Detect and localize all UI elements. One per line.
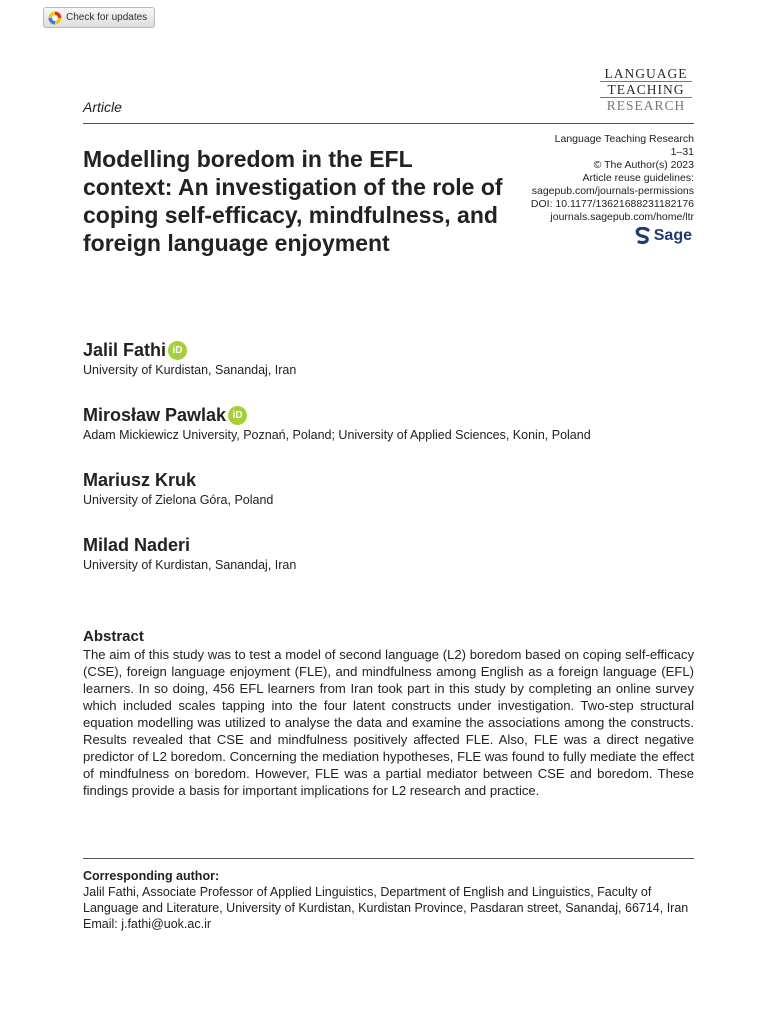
journal-logo-line: LANGUAGE (600, 66, 692, 82)
footnote-divider (83, 858, 694, 859)
author-affiliation: University of Zielona Góra, Poland (83, 493, 274, 507)
author-name: Mariusz Kruk (83, 470, 197, 490)
author-block (83, 340, 296, 377)
check-for-updates-badge[interactable] (43, 7, 155, 28)
check-for-updates-icon (48, 11, 62, 25)
corresponding-author-email[interactable]: Email: j.fathi@uok.ac.ir (83, 917, 212, 931)
corresponding-author-heading: Corresponding author: (83, 869, 220, 883)
article-type-label: Article (83, 99, 122, 115)
sage-wordmark: Sage (653, 227, 692, 244)
corresponding-author-text: Jalil Fathi, Associate Professor of Applied Linguistics, Department of English and Linguistics, Faculty of Language and Literature, University of Kurdistan, Kurdistan Province, Pasdaran street, Sanandaj, 66714, Iran (83, 885, 689, 915)
author-name: Jalil Fathi (83, 340, 167, 360)
author-block (83, 405, 591, 442)
author-block (83, 470, 273, 507)
author-name: Milad Naderi (83, 535, 191, 555)
reuse-guidelines-link[interactable]: sagepub.com/journals-permissions (531, 185, 694, 197)
doi-link[interactable]: DOI: 10.1177/13621688231182176 (530, 198, 694, 210)
author-block (83, 535, 296, 572)
check-for-updates-label: Check for updates (66, 12, 148, 23)
article-metadata (474, 133, 694, 224)
author-affiliation: University of Kurdistan, Sanandaj, Iran (83, 363, 297, 377)
author-affiliation: Adam Mickiewicz University, Poznań, Poland; University of Applied Sciences, Konin, Poland (83, 428, 591, 442)
abstract-section (83, 628, 694, 799)
reuse-guidelines-label: Article reuse guidelines: (582, 172, 694, 184)
orcid-icon[interactable]: iD (228, 406, 247, 425)
journal-logo-line: RESEARCH (606, 98, 686, 113)
journal-logo (600, 66, 692, 113)
article-title: Modelling boredom in the EFL context: An investigation of the role of coping self-efficacy, mindfulness, and foreign language enjoyment (83, 146, 503, 256)
copyright-notice: © The Author(s) 2023 (593, 159, 694, 171)
header-divider (83, 123, 694, 124)
abstract-heading: Abstract (83, 628, 144, 645)
journal-name: Language Teaching Research (554, 133, 694, 145)
journal-home-link[interactable]: journals.sagepub.com/home/ltr (550, 211, 694, 223)
page-range: 1–31 (670, 146, 694, 158)
sage-s-icon (635, 227, 651, 245)
corresponding-author-section (83, 868, 694, 932)
author-name: Mirosław Pawlak (83, 405, 227, 425)
journal-logo-line: TEACHING (600, 82, 692, 98)
abstract-text: The aim of this study was to test a model of second language (L2) boredom based on coping self-efficacy (CSE), foreign language enjoyment (FLE), and mindfulness among English as a foreign language (EFL) learners. In so doing, 456 EFL learners from Iran took part in this study by completing an online survey which included scales tapping into the four latent constructs under investigation. Two-step structural equation modelling was utilized to analyse the data and examine the associations among the constructs. Results revealed that CSE and mindfulness positively affected FLE. Also, FLE was a direct negative predictor of L2 boredom. Concerning the mediation hypotheses, FLE was found to fully mediate the effect of mindfulness on boredom. However, FLE was a partial mediator between CSE and boredom. These findings provide a basis for important implications for L2 research and practice. (83, 647, 694, 798)
orcid-icon[interactable]: iD (168, 341, 187, 360)
author-affiliation: University of Kurdistan, Sanandaj, Iran (83, 558, 297, 572)
sage-logo[interactable] (635, 227, 692, 245)
